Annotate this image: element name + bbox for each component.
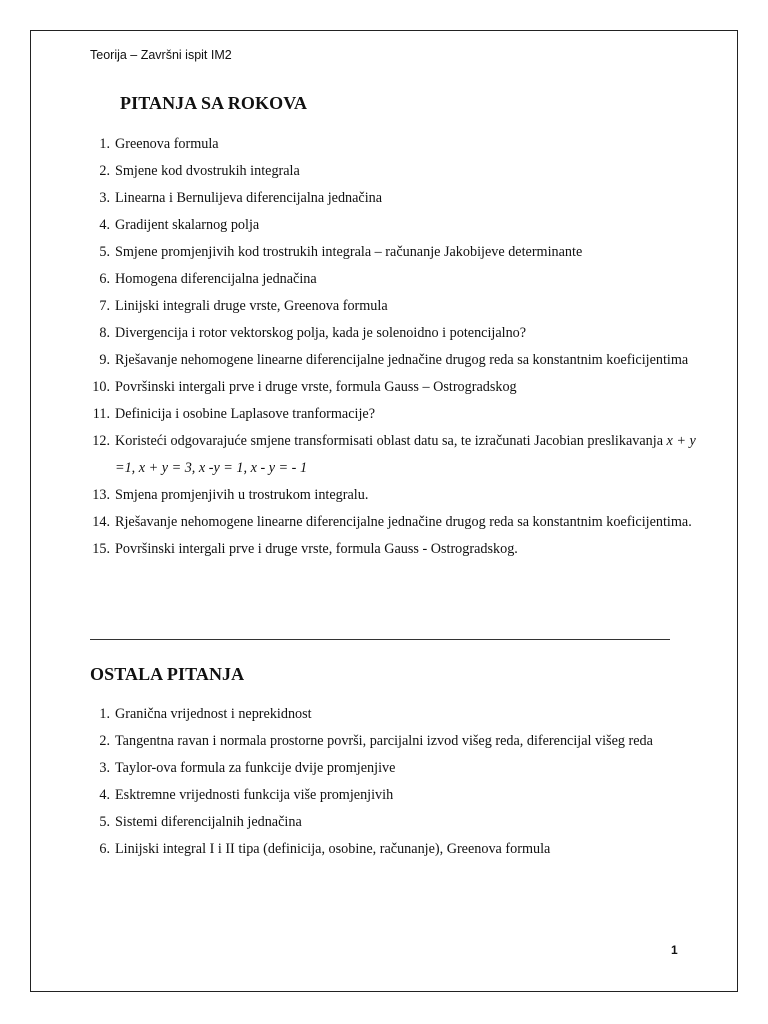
- list-item: [70, 374, 710, 401]
- item-number: 7.: [99, 298, 110, 314]
- list-item: [70, 836, 710, 863]
- item-text: Esktremne vrijednosti funkcija više promjenjivih: [115, 787, 394, 803]
- item-text: Greenova formula: [115, 136, 219, 152]
- math-expression: x + y =1, x + y = 3, x -y = 1, x - y = - 1: [115, 433, 696, 476]
- item-number: 4.: [99, 787, 110, 803]
- list-item: [70, 347, 710, 374]
- document-page: [30, 30, 738, 992]
- list-item: [70, 158, 710, 185]
- item-number: 11.: [92, 406, 110, 422]
- item-number: 6.: [99, 271, 110, 287]
- item-text: Linearna i Bernulijeva diferencijalna jednačina: [115, 190, 383, 206]
- list-item: [70, 701, 710, 728]
- page-header-title: Teorija – Završni ispit IM2: [90, 48, 232, 62]
- item-number: 2.: [99, 163, 110, 179]
- list-item: [70, 185, 710, 212]
- item-text: Smjene kod dvostrukih integrala: [115, 163, 300, 179]
- item-text: Tangentna ravan i normala prostorne površi, parcijalni izvod višeg reda, diferencijal višeg reda: [115, 733, 653, 749]
- list-item: [70, 212, 710, 239]
- item-text: Granična vrijednost i neprekidnost: [115, 706, 312, 722]
- section-title-ostala-pitanja: OSTALA PITANJA: [90, 664, 245, 684]
- list-item: [70, 809, 710, 836]
- item-number: 9.: [99, 352, 110, 368]
- item-number: 3.: [99, 760, 110, 776]
- item-number: 12.: [92, 433, 110, 449]
- item-number: 5.: [99, 814, 110, 830]
- item-text: Gradijent skalarnog polja: [115, 217, 260, 233]
- list-item: [70, 401, 710, 428]
- item-text: Rješavanje nehomogene linearne diferencijalne jednačine drugog reda sa konstantnim koeficijentima: [115, 352, 689, 368]
- item-number: 1.: [99, 706, 110, 722]
- item-number: 6.: [99, 841, 110, 857]
- list-item: [70, 266, 710, 293]
- item-number: 2.: [99, 733, 110, 749]
- list-item: [70, 536, 710, 563]
- item-text: Površinski intergali prve i druge vrste, formula Gauss – Ostrogradskog: [115, 379, 517, 395]
- item-number: 13.: [92, 487, 110, 503]
- item-number: 8.: [99, 325, 110, 341]
- list-item: [70, 728, 710, 755]
- list-item: [70, 293, 710, 320]
- item-number: 14.: [92, 514, 110, 530]
- item-text: Površinski intergali prve i druge vrste, formula Gauss - Ostrogradskog.: [115, 541, 518, 557]
- question-list-ostala: [70, 701, 710, 863]
- list-item: [70, 755, 710, 782]
- item-text: Rješavanje nehomogene linearne diferencijalne jednačine drugog reda sa konstantnim koeficijentima.: [115, 514, 692, 530]
- item-text: Definicija i osobine Laplasove tranformacije?: [115, 406, 375, 422]
- list-item: [70, 782, 710, 809]
- item-text: Linijski integrali druge vrste, Greenova formula: [115, 298, 388, 314]
- item-number: 15.: [92, 541, 110, 557]
- item-text: Sistemi diferencijalnih jednačina: [115, 814, 302, 830]
- section-title-pitanja-sa-rokova: PITANJA SA ROKOVA: [120, 93, 308, 113]
- item-number: 5.: [99, 244, 110, 260]
- list-item: [70, 428, 710, 482]
- list-item: [70, 320, 710, 347]
- item-text: Divergencija i rotor vektorskog polja, kada je solenoidno i potencijalno?: [115, 325, 527, 341]
- item-text: Taylor-ova formula za funkcije dvije promjenjive: [115, 760, 396, 776]
- page-number: 1: [671, 943, 678, 957]
- item-number: 3.: [99, 190, 110, 206]
- list-item: [70, 482, 710, 509]
- section-divider: [90, 639, 670, 640]
- item-text: Homogena diferencijalna jednačina: [115, 271, 317, 287]
- item-number: 1.: [99, 136, 110, 152]
- item-number: 4.: [99, 217, 110, 233]
- item-text: Smjena promjenjivih u trostrukom integralu.: [115, 487, 369, 503]
- list-item: [70, 131, 710, 158]
- list-item: [70, 239, 710, 266]
- question-list-rokova: [70, 131, 710, 563]
- item-text: Linijski integral I i II tipa (definicija, osobine, računanje), Greenova formula: [115, 841, 551, 857]
- item-number: 10.: [92, 379, 110, 395]
- item-text: Koristeći odgovarajuće smjene transformisati oblast datu sa, te izračunati Jacobian preslikavanja: [115, 433, 663, 449]
- item-text: Smjene promjenjivih kod trostrukih integrala – računanje Jakobijeve determinante: [115, 244, 583, 260]
- list-item: [70, 509, 710, 536]
